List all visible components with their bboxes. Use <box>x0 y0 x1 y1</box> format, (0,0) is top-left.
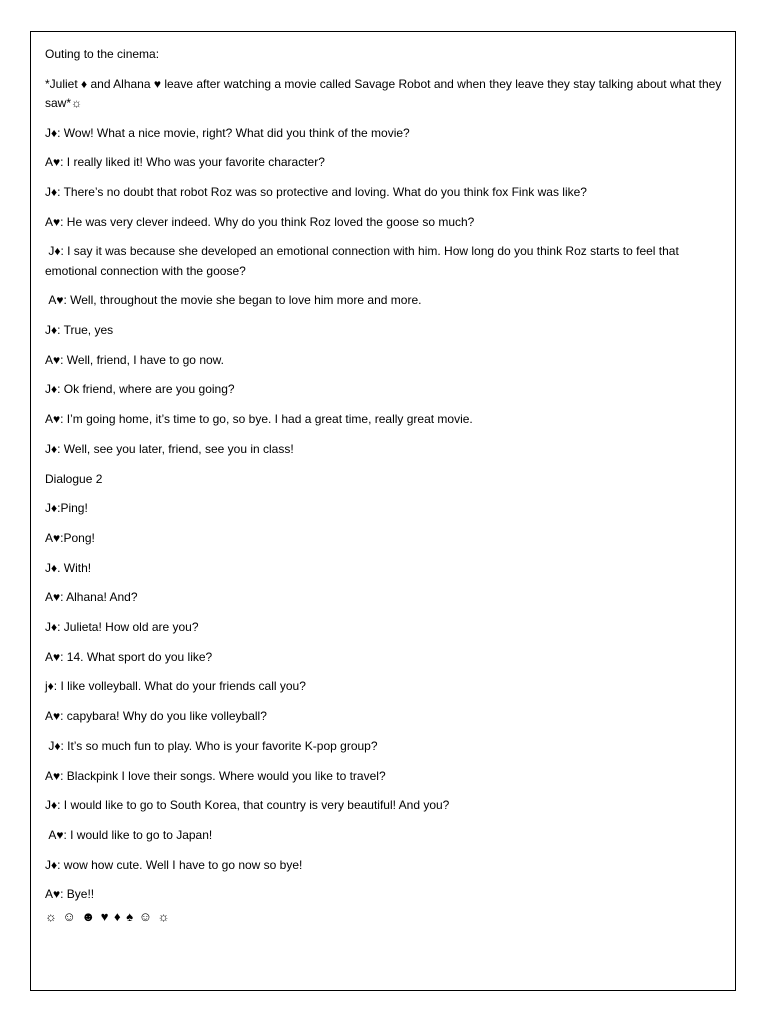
dialogue-line: j♦: I like volleyball. What do your friends call you? <box>45 679 306 694</box>
dialogue-line: J♦: Ok friend, where are you going? <box>45 382 235 397</box>
dialogue-line: A♥: He was very clever indeed. Why do you think Roz loved the goose so much? <box>45 214 475 229</box>
heading-dialogue-2: Dialogue 2 <box>45 471 103 486</box>
dialogue-line: A♥: I would like to go to Japan! <box>45 827 213 842</box>
dialogue-line: A♥: Well, friend, I have to go now. <box>45 352 224 367</box>
dialogue-line: J♦: There’s no doubt that robot Roz was so protective and loving. What do you think fox Fink was like? <box>45 185 587 200</box>
dialogue-line: J♦: I would like to go to South Korea, that country is very beautiful! And you? <box>45 798 450 813</box>
symbols-line: ☼ ☺ ☻ ♥ ♦ ♠ ☺ ☼ <box>45 908 171 924</box>
dialogue-line: A♥:Pong! <box>45 530 95 545</box>
dialogue-line: J♦: Well, see you later, friend, see you in class! <box>45 441 294 456</box>
dialogue-line: J♦: wow how cute. Well I have to go now so bye! <box>45 857 303 872</box>
dialogue-line: A♥: Blackpink I love their songs. Where would you like to travel? <box>45 768 386 783</box>
dialogue-line: J♦: I say it was because she developed an emotional connection with him. How long do you think Roz starts to feel that emotional connection with the goose? <box>45 244 683 278</box>
dialogue-line: A♥: 14. What sport do you like? <box>45 649 213 664</box>
dialogue-line: J♦. With! <box>45 560 92 575</box>
dialogue-line: J♦: Julieta! How old are you? <box>45 620 199 635</box>
dialogue-line: J♦: It’s so much fun to play. Who is your favorite K-pop group? <box>45 738 378 753</box>
dialogue-line: J♦: Wow! What a nice movie, right? What did you think of the movie? <box>45 125 410 140</box>
dialogue-line: J♦:Ping! <box>45 501 88 516</box>
dialogue-line: A♥: I’m going home, it’s time to go, so bye. I had a great time, really great movie. <box>45 412 473 427</box>
dialogue-line: A♥: capybara! Why do you like volleyball? <box>45 709 267 724</box>
dialogue-line: A♥: Well, throughout the movie she began to love him more and more. <box>45 293 422 308</box>
dialogue-line: A♥: Alhana! And? <box>45 590 138 605</box>
dialogue-line: A♥: I really liked it! Who was your favorite character? <box>45 155 325 170</box>
document-page <box>30 31 736 991</box>
heading-outing: Outing to the cinema: <box>45 47 160 61</box>
document-body <box>45 45 727 936</box>
dialogue-line: J♦: True, yes <box>45 323 114 338</box>
narration-paragraph: *Juliet ♦ and Alhana ♥ leave after watching a movie called Savage Robot and when they leave they stay talking about what they saw*☼ <box>45 76 725 110</box>
dialogue-line: A♥: Bye!! <box>45 887 95 902</box>
